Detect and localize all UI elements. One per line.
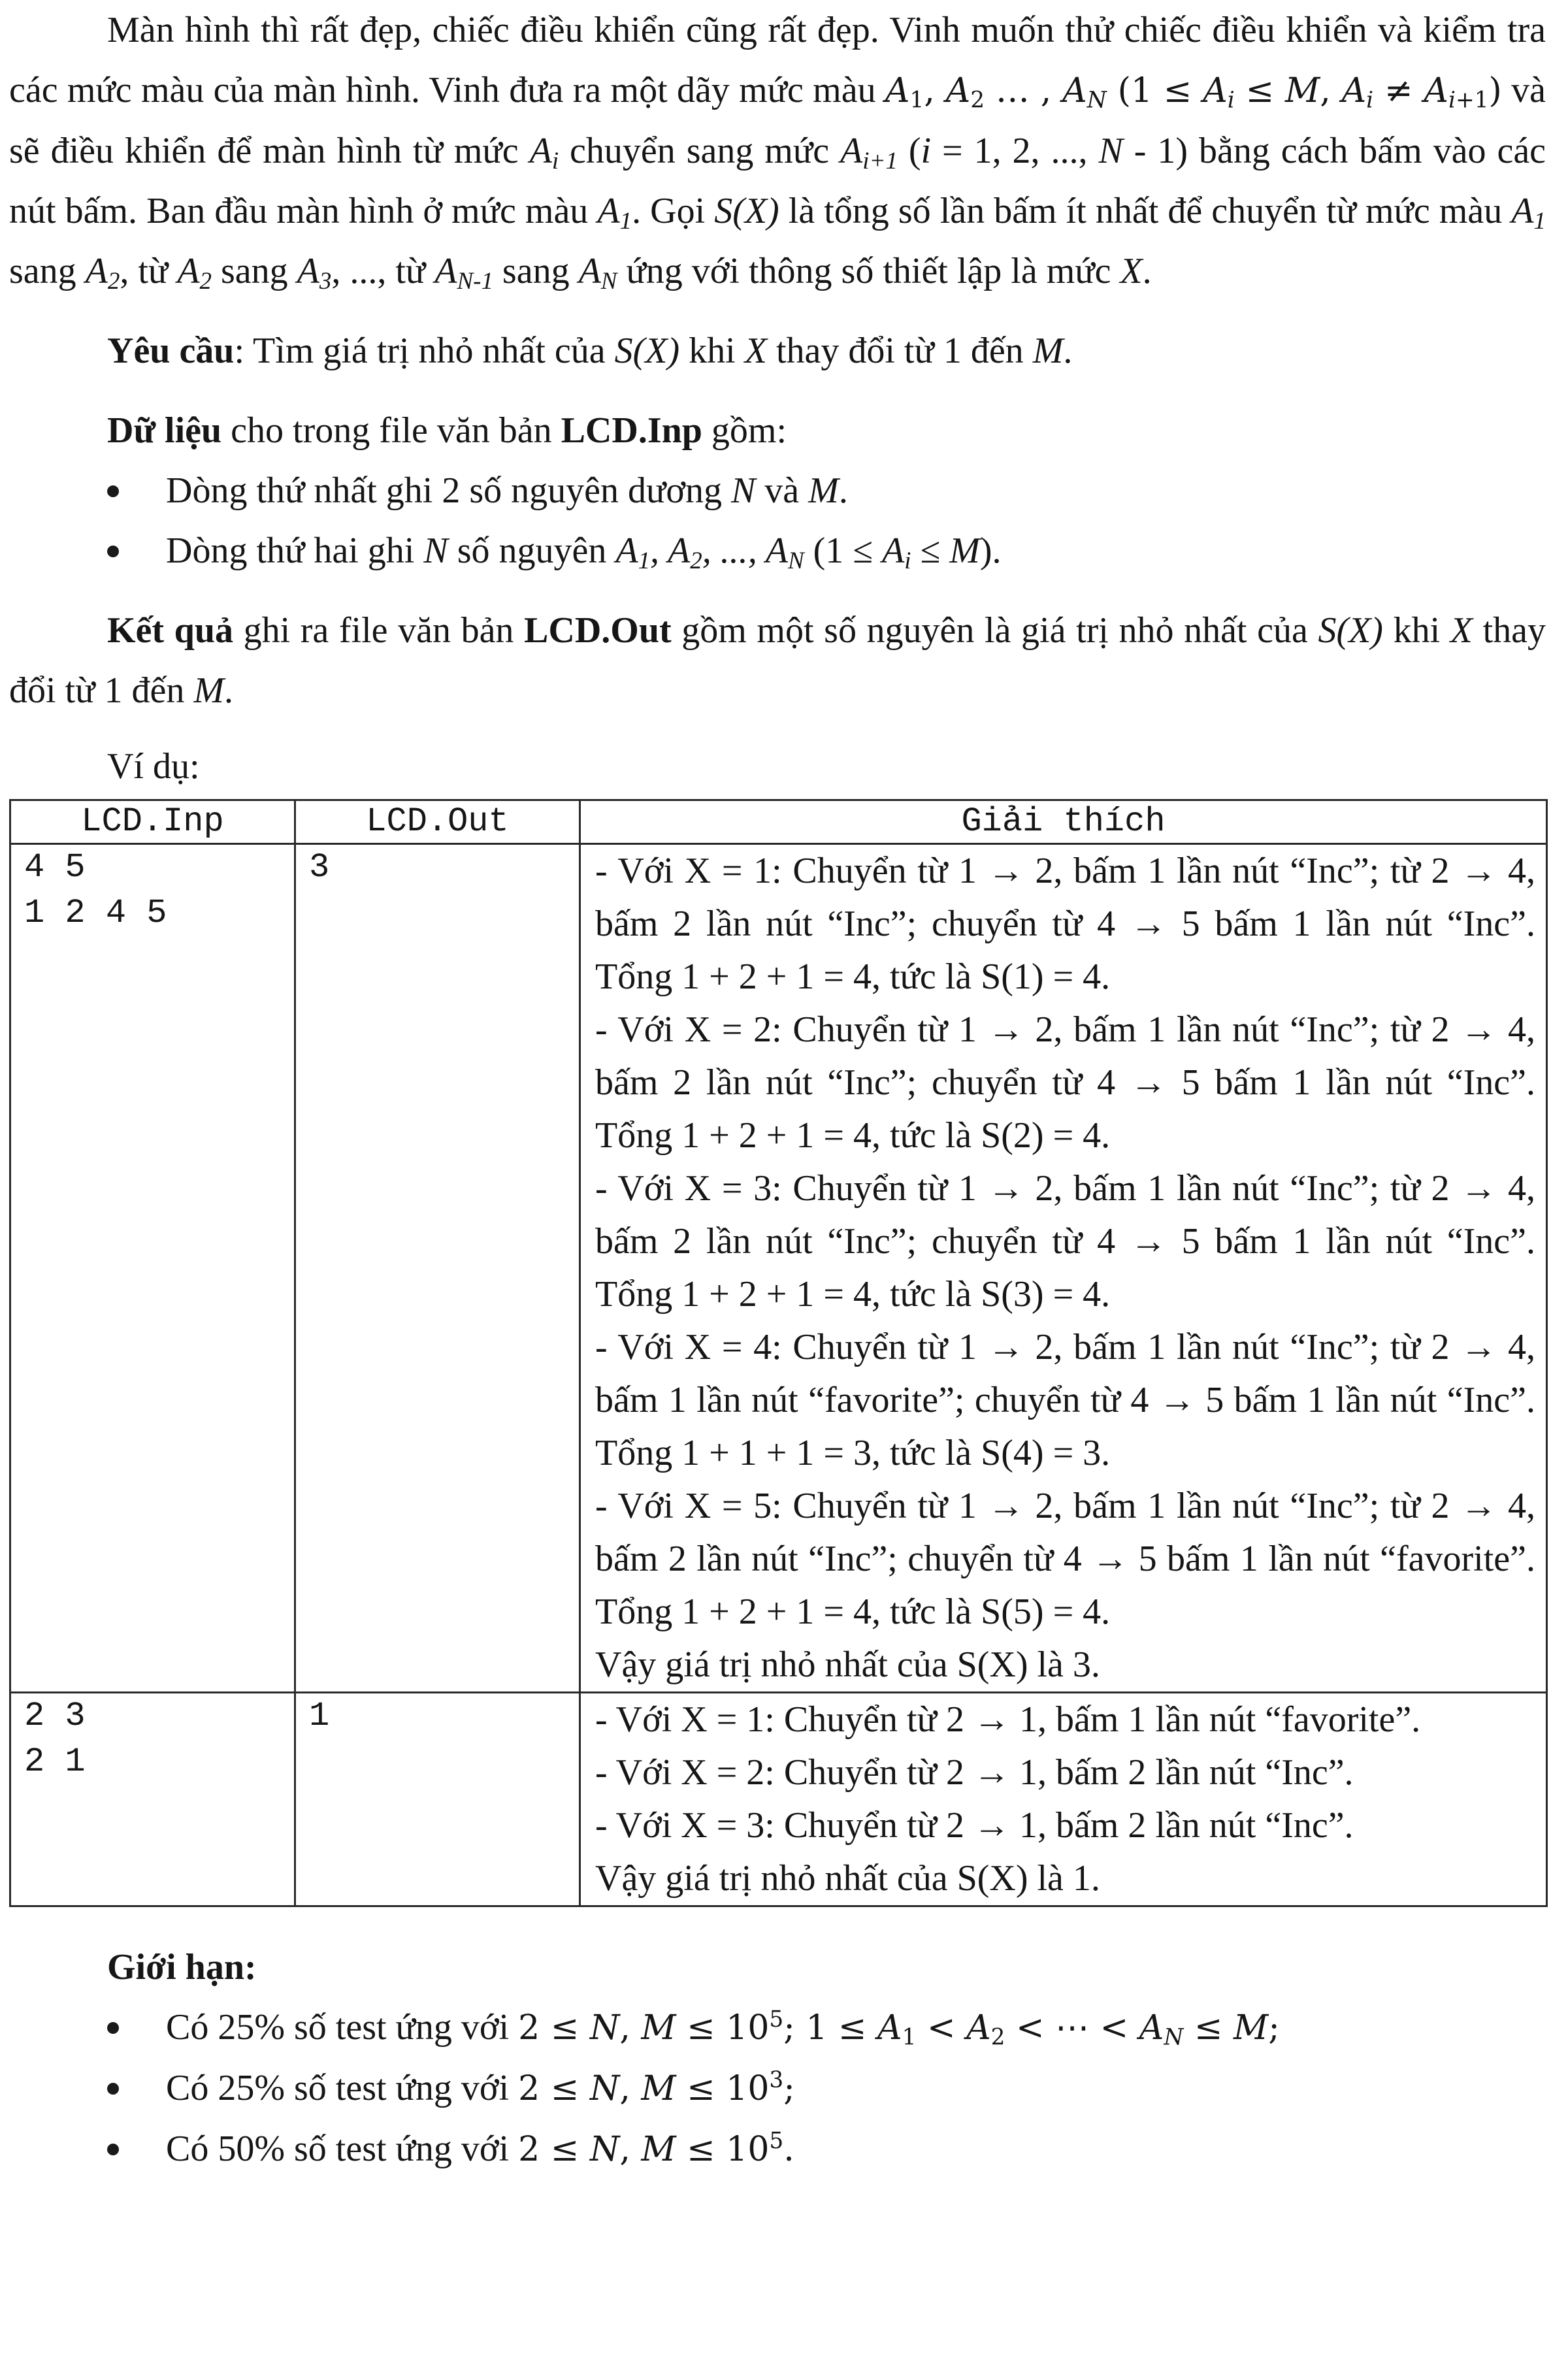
example-label: Ví dụ: <box>107 746 200 787</box>
bullet-dot-icon <box>107 2022 119 2034</box>
output-file-name: LCD.Out <box>524 610 672 651</box>
output-value: 1 <box>309 1697 330 1735</box>
input-label: Dữ liệu <box>107 410 222 451</box>
explanation-line: - Với X = 4: Chuyển từ 1 → 2, bấm 1 lần nút “Inc”; từ 2 → 4, bấm 1 lần nút “favorite”; chuyển từ 4 → 5 bấm 1 lần nút “Inc”. Tổng 1 + 1 + 1 = 3, tức là S(4) = 3. <box>595 1327 1535 1473</box>
output-cell <box>295 844 580 1693</box>
input-cell <box>10 844 295 1693</box>
requirement-paragraph: Yêu cầu: Tìm giá trị nhỏ nhất của S(X) khi X thay đổi từ 1 đến M. <box>107 331 1073 371</box>
input-line: 2 1 <box>24 1742 86 1781</box>
limit-item: Có 25% số test ứng với 2 ≤ N, $M \le 10^5$; $1 \le A_1 < A_2$ < ⋯ < $A_N \le M$; <box>9 1997 1546 2058</box>
input-bullet-1: Dòng thứ nhất ghi 2 số nguyên dương N và M. <box>9 461 1546 521</box>
example-table <box>9 799 1548 1907</box>
explanation-line: - Với X = 2: Chuyển từ 1 → 2, bấm 1 lần nút “Inc”; từ 2 → 4, bấm 2 lần nút “Inc”; chuyển từ 4 → 5 bấm 1 lần nút “Inc”. Tổng 1 + 2 + 1 = 4, tức là S(2) = 4. <box>595 1009 1535 1156</box>
table-row <box>10 1693 1547 1906</box>
bullet-dot-icon <box>107 546 119 557</box>
limit-item: Có 50% số test ứng với 2 ≤ N, $M \le 10^5$. <box>9 2119 1546 2180</box>
header-explanation: Giải thích <box>580 800 1547 844</box>
header-lcd-out: LCD.Out <box>295 800 580 844</box>
bullet-dot-icon <box>107 2083 119 2095</box>
explanation-line: - Với X = 2: Chuyển từ 2 → 1, bấm 2 lần nút “Inc”. <box>595 1752 1354 1793</box>
explanation-cell <box>580 1693 1547 1906</box>
output-paragraph: Kết quả ghi ra file văn bản LCD.Out gồm một số nguyên là giá trị nhỏ nhất của S(X) khi X thay đổi từ 1 đến M. <box>9 610 1546 711</box>
input-line: 2 3 <box>24 1697 86 1735</box>
table-row <box>10 844 1547 1693</box>
explanation-conclusion: Vậy giá trị nhỏ nhất của S(X) là 3. <box>595 1644 1100 1685</box>
explanation-line: - Với X = 5: Chuyển từ 1 → 2, bấm 1 lần nút “Inc”; từ 2 → 4, bấm 2 lần nút “Inc”; chuyển từ 4 → 5 bấm 1 lần nút “favorite”. Tổng 1 + 2 + 1 = 4, tức là S(5) = 4. <box>595 1486 1535 1632</box>
header-lcd-inp: LCD.Inp <box>10 800 295 844</box>
limits-title: Giới hạn: <box>107 1947 257 1987</box>
explanation-line: - Với X = 1: Chuyển từ 2 → 1, bấm 1 lần nút “favorite”. <box>595 1699 1421 1740</box>
input-cell <box>10 1693 295 1906</box>
limit-item: Có 25% số test ứng với 2 ≤ N, $M \le 10^3$; <box>9 2058 1546 2119</box>
table-header-row <box>10 800 1547 844</box>
bullet-dot-icon <box>107 2144 119 2155</box>
bullet-dot-icon <box>107 485 119 497</box>
explanation-line: - Với X = 3: Chuyển từ 1 → 2, bấm 1 lần nút “Inc”; từ 2 → 4, bấm 2 lần nút “Inc”; chuyển từ 4 → 5 bấm 1 lần nút “Inc”. Tổng 1 + 2 + 1 = 4, tức là S(3) = 4. <box>595 1168 1535 1315</box>
input-file-name: LCD.Inp <box>561 410 702 451</box>
explanation-conclusion: Vậy giá trị nhỏ nhất của S(X) là 1. <box>595 1858 1100 1899</box>
output-label: Kết quả <box>107 610 233 651</box>
output-value: 3 <box>309 848 330 887</box>
input-line: 4 5 <box>24 848 86 887</box>
input-line: 1 2 4 5 <box>24 894 167 932</box>
requirement-label: Yêu cầu <box>107 331 235 371</box>
input-bullet-2: Dòng thứ hai ghi N số nguyên $A_1$, $A_2$, ..., $A_N$ $(1 \le A_i \le M)$. <box>9 521 1546 581</box>
explanation-line: - Với X = 3: Chuyển từ 2 → 1, bấm 2 lần nút “Inc”. <box>595 1805 1354 1846</box>
input-paragraph: Dữ liệu cho trong file văn bản LCD.Inp gồm: <box>107 410 787 451</box>
explanation-line: - Với X = 1: Chuyển từ 1 → 2, bấm 1 lần nút “Inc”; từ 2 → 4, bấm 2 lần nút “Inc”; chuyển từ 4 → 5 bấm 1 lần nút “Inc”. Tổng 1 + 2 + 1 = 4, tức là S(1) = 4. <box>595 851 1535 997</box>
explanation-cell <box>580 844 1547 1693</box>
document-page <box>9 0 1546 2180</box>
output-cell <box>295 1693 580 1906</box>
intro-paragraph: Màn hình thì rất đẹp, chiếc điều khiển cũng rất đẹp. Vinh muốn thử chiếc điều khiển và kiểm tra các mức màu của màn hình. Vinh đưa ra một dãy mức màu $A_1$, $A_2$ … , $A_N$ ($1 \le A_i \le M$, $A_i \ne A_{i+1}$) và sẽ điều khiển để màn hình từ mức $A_i$ chuyển sang mức $A_{i+1}$ (i = 1, 2, ..., N - 1) bằng cách bấm vào các nút bấm. Ban đầu màn hình ở mức màu $A_1$. Gọi S(X) là tổng số lần bấm ít nhất để chuyển từ mức màu $A_1$ sang $A_2$, từ $A_2$ sang $A_3$, ..., từ $A_{N-1}$ sang $A_N$ ứng với thông số thiết lập là mức X. <box>9 10 1546 295</box>
